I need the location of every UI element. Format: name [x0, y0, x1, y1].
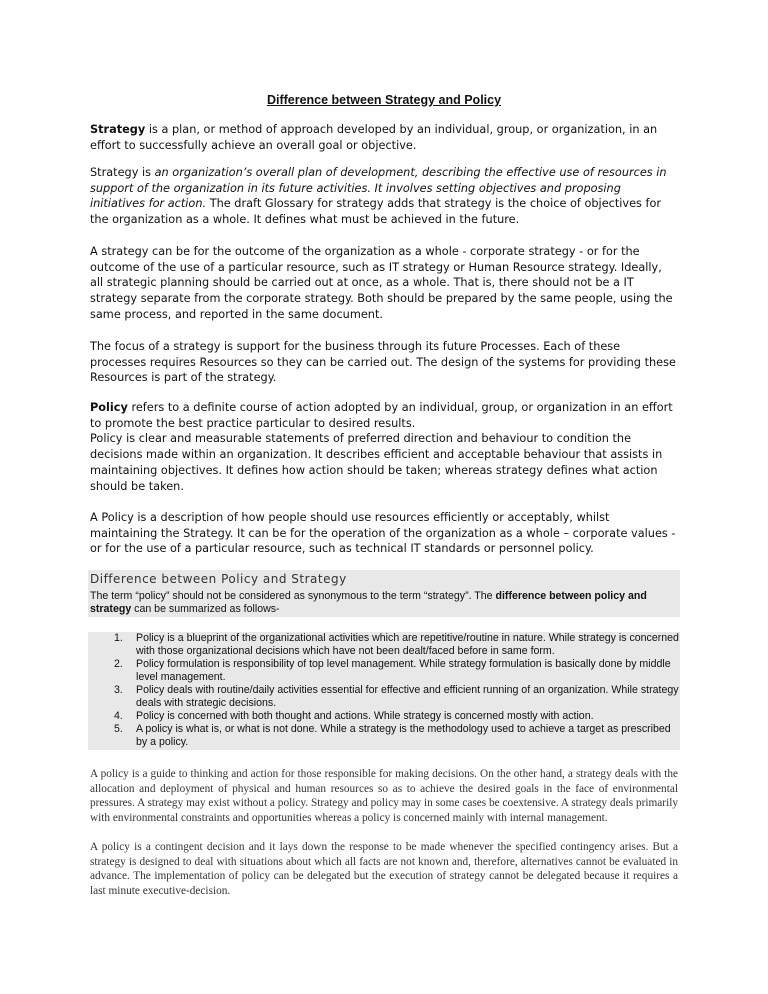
list-text: Policy is concerned with both thought and actions. While strategy is concerned mostly with action.	[136, 710, 594, 722]
intro-lead: The term “policy” should not be considered as synonymous to the term “strategy”. The	[90, 590, 496, 602]
list-item	[90, 658, 680, 684]
document-title: Difference between Strategy and Policy	[266, 93, 502, 107]
list-number: 2.	[114, 658, 123, 670]
list-item	[90, 632, 680, 658]
strategy-definition	[90, 122, 678, 153]
strategy-term: Strategy	[90, 123, 146, 136]
list-number: 4.	[114, 710, 123, 722]
p2-rest: The draft Glossary for strategy adds that strategy is the choice of objectives for the organization as a whole. It defines what must be achieved in the future.	[90, 197, 662, 227]
strategy-definition-text: is a plan, or method of approach developed by an individual, group, or organization, in an effort to successfully achieve an overall goal or objective.	[90, 123, 658, 152]
policy-description: Policy is clear and measurable statements of preferred direction and behaviour to condition the decisions made within an organization. It describes efficient and acceptable behaviour that assists in maintaining objectives. It defines how action should be taken; whereas strategy defines what action should be taken.	[90, 432, 663, 493]
strategy-paragraph-3: A strategy can be for the outcome of the organization as a whole - corporate strategy - or for the outcome of the use of a particular resource, such as IT strategy or Human Resource strategy. Ideally, all strategic planning should be carried out at once, as a whole. That is, there should not be a IT strategy separate from the corporate strategy. Both should be prepared by the same people, using the same process, and reported in the same document.	[90, 245, 673, 321]
policy-definition-text: refers to a definite course of action adopted by an individual, group, or organization in an effort to promote the best practice particular to desired results.	[90, 401, 673, 430]
policy-term: Policy	[90, 401, 128, 414]
comparison-paragraph-1: A policy is a guide to thinking and action for those responsible for making decisions. On the other hand, a strategy deals with the allocation and deployment of physical and human resources so as to achieve the desired goals in the face of environmental pressures. A strategy may exist without a policy. Strategy and policy may in some cases be coextensive. A strategy deals primarily with environmental constraints and opportunities whereas a policy is concerned mainly with internal management.	[90, 768, 678, 824]
strategy-paragraph-4: The focus of a strategy is support for the business through its future Processes. Each of these processes requires Resources so they can be carried out. The design of the systems for providing these Resources is part of the strategy.	[90, 340, 676, 385]
list-item	[90, 710, 680, 723]
p2-lead: Strategy is	[90, 166, 155, 179]
section-intro	[90, 590, 675, 616]
list-text: Policy is a blueprint of the organizational activities which are repetitive/routine in nature. While strategy is concerned with those organizational decisions which have not been dealt/faced before in same form.	[136, 632, 679, 657]
policy-definition-line	[90, 400, 678, 431]
policy-paragraph-2: A Policy is a description of how people should use resources efficiently or acceptably, whilst maintaining the Strategy. It can be for the operation of the organization as a whole – corporate values - or for the use of a particular resource, such as technical IT standards or personnel policy.	[90, 511, 676, 556]
intro-rest: can be summarized as follows-	[131, 603, 280, 615]
list-text: A policy is what is, or what is not done. While a strategy is the methodology used to achieve a target as prescribed by a policy.	[136, 723, 671, 748]
list-item	[90, 684, 680, 710]
p2-italic: an organization’s overall plan of development, describing the effective use of resources in support of the organization in its future activities. It involves setting objectives and proposing initiatives for action.	[90, 166, 667, 211]
list-item	[90, 723, 680, 749]
list-number: 5.	[114, 723, 123, 735]
list-number: 3.	[114, 684, 123, 696]
policy-definition	[90, 400, 678, 494]
section-heading: Difference between Policy and Strategy	[90, 572, 347, 586]
difference-list	[90, 632, 680, 749]
list-number: 1.	[114, 632, 123, 644]
list-text: Policy formulation is responsibility of top level management. While strategy formulation is basically done by middle level management.	[136, 658, 671, 683]
list-text: Policy deals with routine/daily activities essential for effective and efficient running of an organization. While strategy deals with strategic decisions.	[136, 684, 679, 709]
intro-bold: difference between policy and strategy	[90, 590, 647, 615]
comparison-paragraph-2: A policy is a contingent decision and it lays down the response to be made whenever the specified contingency arises. But a strategy is designed to deal with situations about which all facts are not known and, therefore, alternatives cannot be evaluated in advance. The implementation of policy can be delegated but the execution of strategy cannot be delegated because it requires a last minute executive-decision.	[90, 841, 678, 897]
strategy-paragraph-2	[90, 165, 678, 228]
